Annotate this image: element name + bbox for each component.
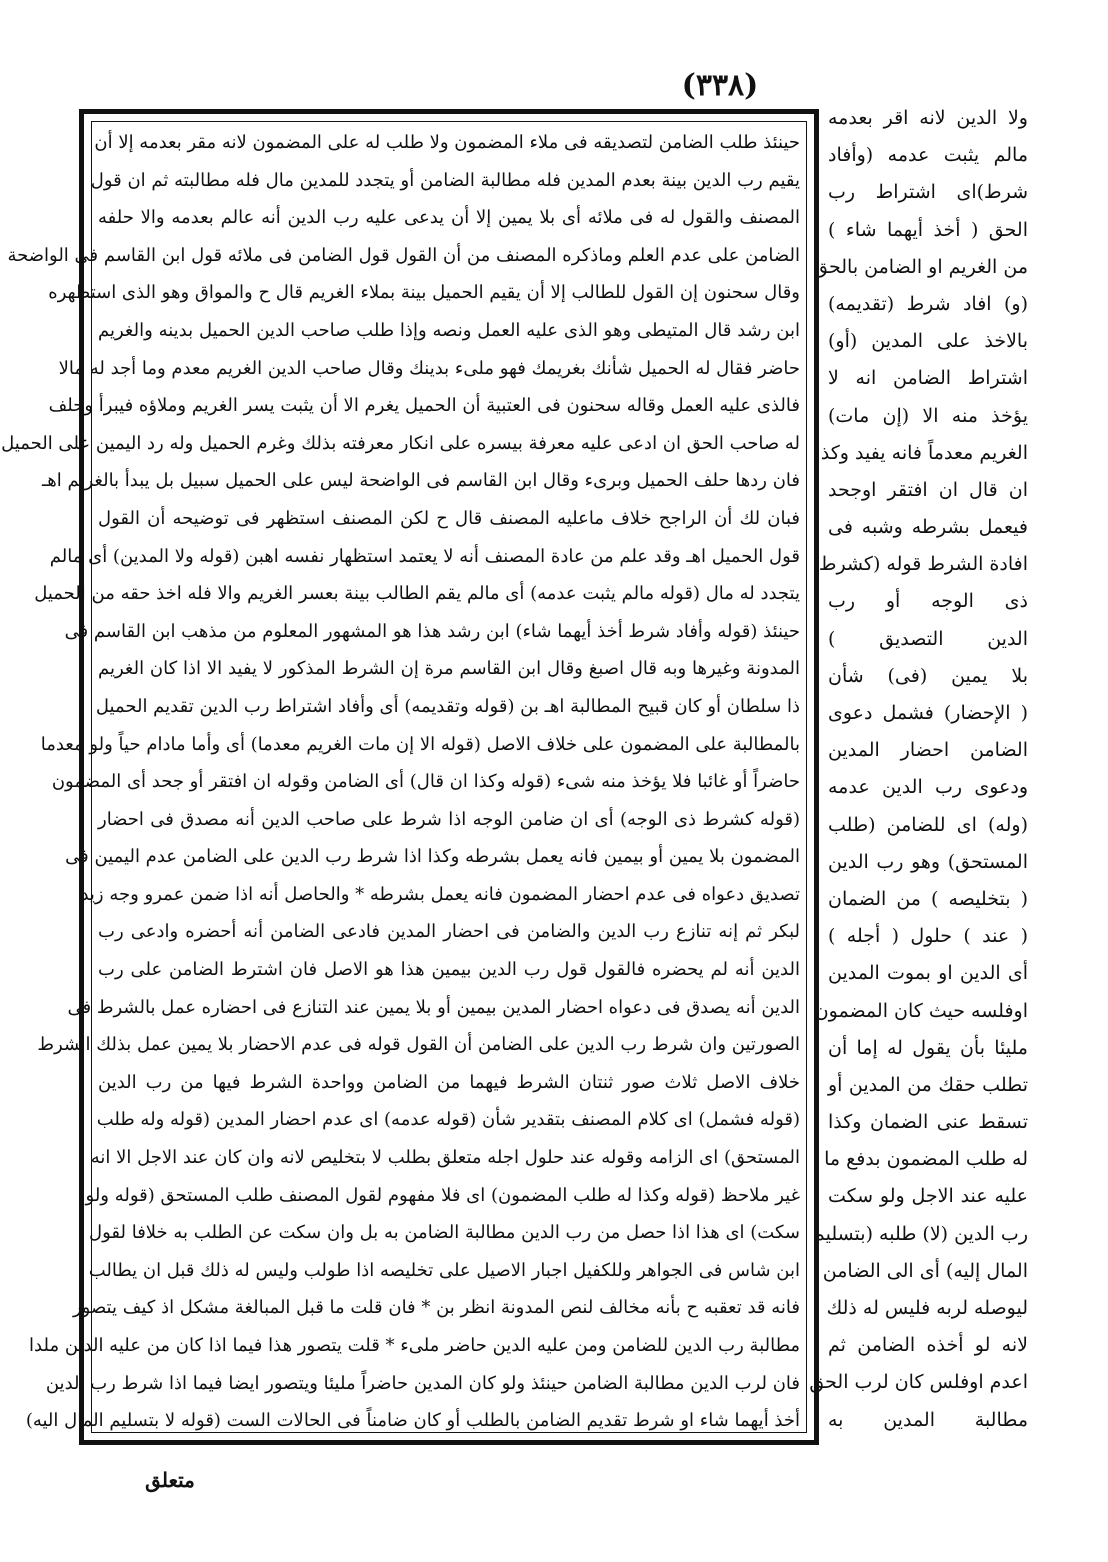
commentary-text-line: مطالبة رب الدين للضامن ومن عليه الدين حاضر ملىء * قلت يتصور هذا فيما اذا كان من عليه الدين ملدا <box>29 1335 800 1356</box>
marginal-text-line: مليئا بأن يقول له إما أن <box>828 1036 1028 1059</box>
commentary-text-line: حينئذ طلب الضامن لتصديقه فى ملاء المضمون ولا طلب له على المضمون لانه مقر بعدمه إلا أن <box>94 132 800 153</box>
commentary-text-line: بالمطالبة على المضمون على خلاف الاصل (قوله الا إن مات الغريم معدما) أى وأما مادام حياً ولو معدما <box>40 733 800 755</box>
commentary-text-line: حاضر فقال له الحميل شأنك بغريمك فهو ملىء بدينك وقال صاحب الدين الغريم معدم وما أجد له مالا <box>58 357 800 379</box>
commentary-text-line: فالذى عليه العمل وقاله سحنون فى العتبية أن الحميل يغرم الا أن يثبت يسر الغريم وملاؤه فيبرأ وحلف <box>48 395 800 417</box>
commentary-text-line: لبكر ثم إنه تنازع رب الدين والضامن فى احضار المدين فادعى الضامن أنه أحضره وادعى رب <box>98 921 800 943</box>
marginal-text-line: عليه عند الاجل ولو سكت <box>828 1185 1028 1208</box>
marginal-text-line: أى الدين او بموت المدين <box>828 962 1028 985</box>
catchword: متعلق <box>145 1468 195 1492</box>
marginal-text-line: ولا الدين لانه اقر بعدمه <box>828 107 1028 129</box>
marginal-text-line: شرط)اى اشتراط رب <box>828 181 1028 204</box>
commentary-frame <box>1 109 819 1445</box>
marginal-text-line: اشتراط الضامن انه لا <box>828 367 1028 390</box>
marginal-text-line: فيعمل بشرطه وشبه فى <box>828 516 1028 539</box>
marginal-text-line: بالاخذ على المدين (أو) <box>828 330 1028 353</box>
commentary-text-line: المضمون بلا يمين أو بيمين فانه يعمل بشرطه وكذا اذا شرط رب الدين على الضامن عدم اليمين فى <box>65 846 800 868</box>
marginal-text-line: رب الدين (لا) طلبه (بتسليم <box>812 1222 1028 1245</box>
commentary-text-line: ابن رشد قال المتيطى وهو الذى عليه العمل ونصه وإذا طلب صاحب الدين الحميل بدينه والغريم <box>98 319 800 341</box>
marginal-text-line: لانه لو أخذه الضامن ثم <box>828 1334 1028 1357</box>
commentary-text-line: حاضراً أو غائبا فلا يؤخذ منه شىء (قوله وكذا ان قال) أى الضامن وقوله ان افتقر أو جحد أى المضمون <box>51 771 800 793</box>
commentary-text-line: له صاحب الحق ان ادعى عليه معرفة بيسره على انكار معرفته بذلك وغرم الحميل وله رد اليمين على الحميل <box>1 432 800 454</box>
commentary-text-line: يتجدد له مال (قوله مالم يثبت عدمه) أى مالم يقم الطالب بينة بعسر الغريم والا فله اخذ حقه من الحميل <box>34 583 800 605</box>
commentary-text-line: الضامن على عدم العلم وماذكره المصنف من أن القول قول الضامن فى ملائه قول ابن القاسم فى الواضحة <box>7 244 800 266</box>
commentary-text-line: أخذ أيهما شاء او شرط تقديم الضامن بالطلب أو كان ضامناً فى الحالات الست (قوله لا بتسليم المال اليه) <box>25 1410 800 1432</box>
commentary-text-line: ذا سلطان أو كان قبيح المطالبة اهـ بن (قوله وتقديمه) أى وأفاد اشتراط رب الدين تقديم الحميل <box>95 695 800 717</box>
commentary-text-line: خلاف الاصل ثلاث صور ثنتان الشرط فيهما من الضامن وواحدة الشرط فيها من رب الدين <box>98 1071 800 1093</box>
commentary-text-line: قول الحميل اهـ وقد علم من عادة المصنف أنه لا يعتمد استظهار نفسه اهبن (قوله ولا المدين) أى مالم <box>49 545 800 567</box>
marginal-text-line: افادة الشرط قوله (كشرط <box>818 553 1028 576</box>
marginal-text-column <box>809 100 1028 1440</box>
commentary-text-line: الدين أنه يصدق فى دعواه احضار المدين بيمين أو بلا يمين عند التنازع فى احضاره عمل بالشرط فى <box>67 996 800 1018</box>
marginal-text-line: من الغريم او الضامن بالحق <box>813 255 1028 278</box>
marginal-text-line: ان قال ان افتقر اوجحد <box>828 478 1028 501</box>
marginal-text-line: ليوصله لربه فليس له ذلك <box>826 1297 1028 1319</box>
commentary-text-line: فبان لك أن الراجح خلاف ماعليه المصنف قال ح لكن المصنف استظهر فى توضيحه أن القول <box>98 507 800 529</box>
commentary-text-line: وقال سحنون إن القول للطالب إلا أن يقيم الحميل بينة بملاء الغريم قال ح والمواق وهو الذى استظهره <box>48 282 800 304</box>
marginal-text-line: ودعوى رب الدين عدمه <box>828 776 1028 799</box>
commentary-text-line: فان لرب الدين مطالبة الضامن حينئذ ولو كان المدين حاضراً مليئا ويتصور ايضا فيما اذا شرط رب الدين <box>45 1372 800 1394</box>
commentary-text-line: الدين أنه لم يحضره فالقول قول رب الدين بيمين هذا هو الاصل فان اشترط الضامن على رب <box>98 959 800 981</box>
commentary-text-line: ابن شاس فى الجواهر وللكفيل اجبار الاصيل على تخليصه اذا طولب وليس له ذلك قبل ان يطالب <box>88 1259 800 1281</box>
page-number: (٣٣٨) <box>681 68 759 103</box>
marginal-text-line: بلا يمين (فى) شأن <box>828 664 1028 687</box>
commentary-text-line: المستحق) اى الزامه وقوله عند حلول اجله متعلق بطلب لا بتخليص لانه وان كان عند الاجل الا انه <box>90 1147 800 1169</box>
commentary-text-line: فانه قد تعقبه ح بأنه مخالف لنص المدونة انظر بن * فان قلت ما قبل المبالغة مشكل اذ كيف يتصور <box>72 1297 800 1319</box>
commentary-text-line: يقيم رب الدين بينة بعدم المدين فله مطالبة الضامن أو يتجدد للمدين مال فله مطالبته ثم ان قول <box>90 169 800 191</box>
marginal-text-line: ( الإحضار) فشمل دعوى <box>828 702 1028 724</box>
marginal-text-line: ذى الوجه أو رب <box>828 590 1028 613</box>
commentary-text-line: الصورتين وان شرط رب الدين على الضامن أن القول قوله فى عدم الاحضار بلا يمين عمل بذلك الشرط <box>37 1034 800 1056</box>
commentary-text-block <box>1 124 800 1432</box>
marginal-text-line: المستحق) وهو رب الدين <box>828 850 1028 873</box>
marginal-text-line: الضامن احضار المدين <box>828 739 1028 762</box>
marginal-text-line: الغريم معدماً فانه يفيد وكذا <box>815 441 1028 464</box>
commentary-text-line: المدونة وغيرها وبه قال اصبغ وقال ابن القاسم مرة إن الشرط المذكور لا يفيد الا اذا كان الغريم <box>98 658 800 680</box>
marginal-text-line: ( بتخليصه ) من الضمان <box>828 887 1028 910</box>
marginal-text-line: يؤخذ منه الا (إن مات) <box>828 404 1028 427</box>
commentary-text-line: غير ملاحظ (قوله وكذا له طلب المضمون) اى فلا مفهوم لقول المصنف طلب المستحق (قوله ولو <box>85 1184 800 1206</box>
commentary-text-line: سكت) اى هذا اذا حصل من رب الدين مطالبة الضامن به بل وان سكت عن الطلب به خلافا لقول <box>89 1222 800 1244</box>
marginal-text-line: تسقط عنى الضمان وكذا <box>828 1111 1028 1134</box>
commentary-text-line: فان ردها حلف الحميل وبرىء وقال ابن القاسم فى الواضحة ليس على الحميل سبيل بل يبدأ بالغريم اهـ <box>42 470 800 492</box>
commentary-text-line: حينئذ (قوله وأفاد شرط أخذ أيهما شاء) ابن رشد هذا هو المشهور المعلوم من مذهب ابن القاسم فى <box>64 620 800 642</box>
commentary-text-line: (قوله كشرط ذى الوجه) أى ان ضامن الوجه اذا شرط على صاحب الدين أنه مصدق فى احضار <box>98 808 800 830</box>
commentary-text-line: تصديق دعواه فى عدم احضار المضمون فانه يعمل بشرطه * والحاصل أنه اذا ضمن عمرو وجه زيد <box>80 883 800 905</box>
commentary-text-line: المصنف والقول له فى ملائه أى بلا يمين إلا أن يدعى عليه رب الدين أنه عالم بعدمه والا حلفه <box>98 207 800 229</box>
marginal-text-line: الحق ( أخذ أيهما شاء ) <box>828 218 1028 241</box>
marginal-text-line: مالم يثبت عدمه (وأفاد <box>828 144 1028 167</box>
marginal-text-line: اعدم اوفلس كان لرب الحق <box>809 1371 1028 1394</box>
marginal-text-line: مطالبة المدين به <box>828 1408 1028 1431</box>
marginal-text-line: (وله) اى للضامن (طلب <box>828 813 1028 836</box>
marginal-text-line: (و) افاد شرط (تقديمه) <box>828 292 1028 315</box>
marginal-text-line: الدين التصديق ) <box>828 627 1028 650</box>
marginal-text-line: تطلب حقك من المدين أو <box>828 1073 1028 1096</box>
marginal-text-line: له طلب المضمون بدفع ما <box>824 1148 1028 1171</box>
marginal-text-line: ( عند ) حلول ( أجله ) <box>828 925 1028 948</box>
commentary-text-line: (قوله فشمل) اى كلام المصنف بتقدير شأن (قوله عدمه) اى عدم احضار المدين (قوله وله طلب <box>96 1109 800 1131</box>
marginal-text-line: اوفلسه حيث كان المضمون <box>814 999 1028 1022</box>
marginal-text-line: المال إليه) أى الى الضامن <box>822 1259 1028 1282</box>
